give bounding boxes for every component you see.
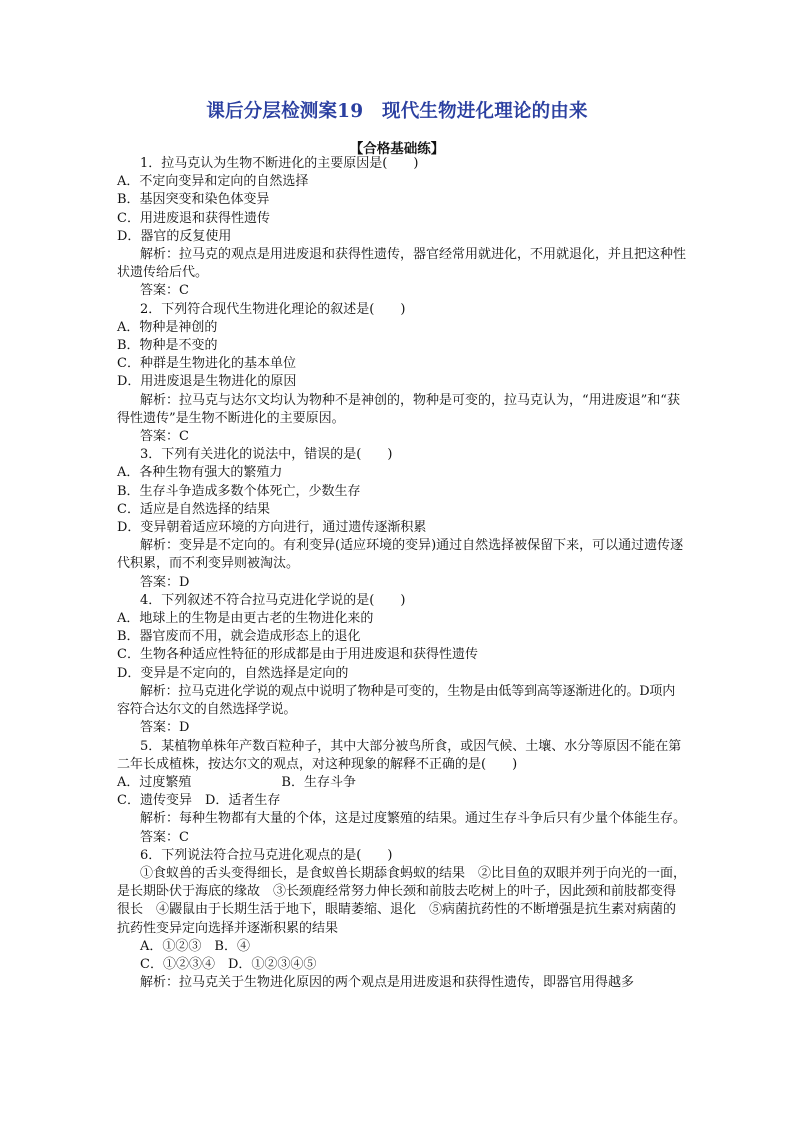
option-3a: A．各种生物有强大的繁殖力 [117,465,283,481]
page-title: 课后分层检测案19 现代生物进化理论的由来 [206,101,588,122]
section-heading: 【合格基础练】 [349,141,445,157]
explanation-3: 解析：变异是不定向的。有利变异(适应环境的变异)通过自然选择被保留下来，可以通过遗传逐代积累，而不利变异则被淘汰。 [117,538,684,572]
question-6-statements: ①食蚁兽的舌头变得细长，是食蚁兽长期舔食蚂蚁的结果 ②比目鱼的双眼并列于向光的一面，是长期卧伏于海底的缘故 ③长颈鹿经常努力伸长颈和前肢去吃树上的叶子，因此颈和前肢都变得很长 ④鼹鼠由于长期生活于地下，眼睛萎缩、退化 ⑤病菌抗药性的不断增强是抗生素对病菌的抗药性变异定向选择并逐渐积累的结果 [117,865,687,936]
options-6cd: C．①②③④ D．①②③④⑤ [140,956,317,972]
option-3d: D．变异朝着适应环境的方向进行，通过遗传逐渐积累 [117,520,427,536]
answer-5: 答案：C [140,829,189,845]
option-5b: B．生存斗争 [281,774,356,790]
answer-1: 答案：C [140,283,189,299]
explanation-6: 解析：拉马克关于生物进化原因的两个观点是用进废退和获得性遗传，即器官用得越多 [140,975,635,991]
explanation-2: 解析：拉马克与达尔文均认为物种不是神创的，物种是可变的，拉马克认为，“用进废退”和“获得性遗传”是生物不断进化的主要原因。 [117,392,680,426]
answer-2: 答案：C [140,429,189,445]
options-6ab: A．①②③ B．④ [140,938,250,954]
option-5a: A．过度繁殖 [117,774,192,790]
explanation-1: 解析：拉马克的观点是用进废退和获得性遗传，器官经常用就进化，不用就退化，并且把这种性状遗传给后代。 [117,247,687,281]
option-1d: D．器官的反复使用 [117,228,232,244]
option-1c: C．用进废退和获得性遗传 [117,210,270,226]
answer-4: 答案：D [140,720,190,736]
option-2d: D．用进废退是生物进化的原因 [117,374,297,390]
explanation-4: 解析：拉马克进化学说的观点中说明了物种是可变的，生物是由低等到高等逐渐进化的。D项内容符合达尔文的自然选择学说。 [117,683,676,718]
option-3b: B．生存斗争造成多数个体死亡，少数生存 [117,483,361,499]
option-2c: C．种群是生物进化的基本单位 [117,356,296,372]
option-4a: A．地球上的生物是由更古老的生物进化来的 [117,611,374,627]
question-3: 3．下列有关进化的说法中，错误的是( ) [140,447,393,463]
options-5ab [117,774,687,792]
question-list [117,155,687,992]
question-5: 5．某植物单株年产数百粒种子，其中大部分被鸟所食，或因气候、土壤、水分等原因不能在第二年长成植株，按达尔文的观点，对这种现象的解释不正确的是( ) [117,738,682,772]
option-2b: B．物种是不变的 [117,338,218,354]
question-6: 6．下列说法符合拉马克进化观点的是( ) [140,847,393,863]
option-4d: D．变异是不定向的，自然选择是定向的 [117,665,349,681]
question-2: 2．下列符合现代生物进化理论的叙述是( ) [140,301,406,317]
option-2a: A．物种是神创的 [117,319,218,335]
question-4: 4．下列叙述不符合拉马克进化学说的是( ) [140,592,406,608]
answer-3: 答案：D [140,574,190,590]
option-4b: B．器官废而不用，就会造成形态上的退化 [117,629,361,645]
option-4c: C．生物各种适应性特征的形成都是由于用进废退和获得性遗传 [117,647,478,663]
option-1b: B．基因突变和染色体变异 [117,192,270,208]
option-1a: A．不定向变异和定向的自然选择 [117,174,309,190]
explanation-5: 解析：每种生物都有大量的个体，这是过度繁殖的结果。通过生存斗争后只有少量个体能生存。 [140,811,687,827]
options-5cd: C．遗传变异 D．适者生存 [117,793,281,809]
question-1: 1．拉马克认为生物不断进化的主要原因是( ) [140,156,419,171]
option-3c: C．适应是自然选择的结果 [117,501,270,517]
